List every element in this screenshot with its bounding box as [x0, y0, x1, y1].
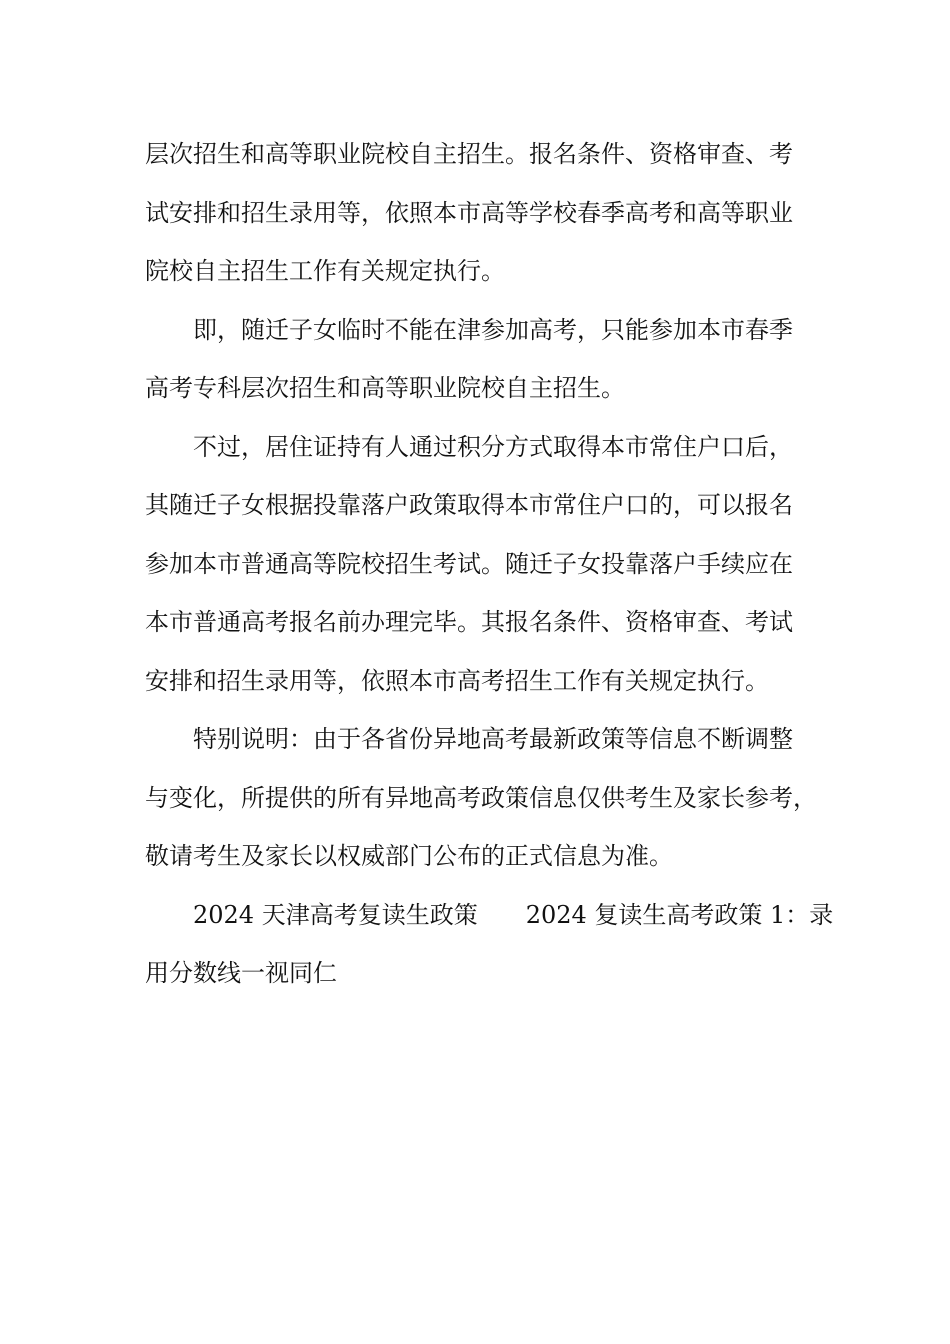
paragraph-3: [145, 418, 805, 711]
text-line: 参加本市普通高等院校招生考试。随迁子女投靠落户手续应在: [145, 549, 793, 578]
text-line: 特别说明：由于各省份异地高考最新政策等信息不断调整: [193, 725, 793, 753]
text-line: 与变化，所提供的所有异地高考政策信息仅供考生及家长参考，: [145, 783, 817, 812]
paragraph-1: [145, 125, 805, 301]
text-line: 层次招生和高等职业院校自主招生。报名条件、资格审查、考: [145, 140, 793, 168]
text-line: 本市普通高考报名前办理完毕。其报名条件、资格审查、考试: [145, 608, 793, 636]
text-line: 安排和招生录用等，依照本市高考招生工作有关规定执行。: [145, 666, 769, 695]
paragraph-5: [145, 886, 834, 1003]
document-body: [145, 125, 834, 1003]
text-line: 用分数线一视同仁: [145, 959, 337, 987]
text-line: 不过，居住证持有人通过积分方式取得本市常住户口后，: [193, 432, 793, 461]
text-line: 其随迁子女根据投靠落户政策取得本市常住户口的，可以报名: [145, 491, 793, 519]
text-line: 院校自主招生工作有关规定执行。: [145, 257, 505, 285]
text-line: 2024 天津高考复读生政策 2024 复读生高考政策 1：录: [193, 900, 834, 929]
text-line: 试安排和招生录用等，依照本市高等学校春季高考和高等职业: [145, 198, 793, 227]
paragraph-4: [145, 710, 817, 886]
text-line: 即，随迁子女临时不能在津参加高考，只能参加本市春季: [193, 315, 793, 344]
text-line: 敬请考生及家长以权威部门公布的正式信息为准。: [145, 842, 673, 870]
paragraph-2: [145, 301, 805, 418]
text-line: 高考专科层次招生和高等职业院校自主招生。: [145, 374, 625, 402]
